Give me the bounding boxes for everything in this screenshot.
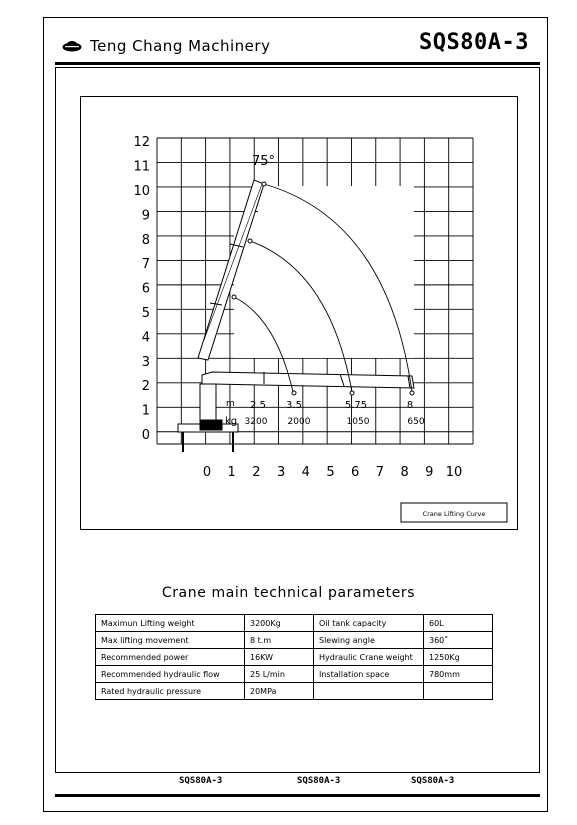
brand-name: Teng Chang Machinery [90, 37, 271, 55]
radius-label: 5.75 [344, 400, 368, 411]
footer-model: SQS80A-3 [179, 776, 223, 786]
y-tick-label: 5 [141, 306, 150, 321]
params-cell-label2 [314, 683, 424, 700]
params-cell-label: Rated hydraulic pressure [96, 683, 245, 700]
params-table [95, 614, 493, 700]
footer-models [0, 776, 577, 790]
crane-column [200, 384, 216, 422]
y-tick-label: 10 [133, 184, 150, 199]
x-tick-label: 2 [252, 465, 261, 480]
y-tick-label: 12 [133, 135, 150, 151]
params-cell-value: 8 t.m [245, 632, 314, 649]
y-tick-label: 8 [141, 232, 150, 248]
unit-kilograms: kg [225, 416, 238, 427]
params-row [96, 649, 493, 666]
radius-labels [250, 400, 413, 411]
curve-point [292, 391, 296, 395]
x-tick-label: 7 [375, 465, 385, 480]
load-labels [245, 417, 425, 427]
y-tick-label: 0 [141, 428, 150, 443]
x-tick-label: 9 [425, 465, 434, 480]
legend-label: Crane Lifting Curve [422, 510, 486, 518]
params-cell-label: Recommended power [96, 649, 245, 666]
y-tick-label: 3 [141, 354, 150, 370]
load-label: 1050 [346, 417, 370, 427]
x-tick-label: 6 [351, 465, 360, 480]
horizontal-boom [202, 372, 414, 388]
params-cell-value2: 780mm [424, 666, 493, 683]
load-label: 650 [407, 417, 425, 427]
footer-model: SQS80A-3 [297, 776, 341, 786]
angle-label: 75° [252, 154, 276, 169]
footer-rule [55, 794, 540, 797]
params-cell-value2 [424, 683, 493, 700]
curve-point [410, 391, 414, 395]
radius-label: 2.5 [250, 400, 266, 411]
params-cell-value: 25 L/min [245, 666, 314, 683]
y-tick-label: 2 [141, 379, 150, 395]
params-cell-label2: Oil tank capacity [314, 615, 424, 632]
y-tick-label: 4 [141, 330, 150, 346]
params-row [96, 666, 493, 683]
params-cell-value: 16KW [245, 649, 314, 666]
params-row [96, 683, 493, 700]
load-label: 3200 [244, 417, 268, 427]
slewing-unit [200, 420, 222, 430]
params-cell-label2: Hydraulic Crane weight [314, 649, 424, 666]
curve-point [350, 391, 354, 395]
chart-open-area [234, 212, 414, 358]
params-cell-value: 20MPa [245, 683, 314, 700]
y-tick-label: 1 [141, 403, 150, 419]
params-title: Crane main technical parameters [161, 585, 416, 601]
y-tick-label: 7 [141, 257, 150, 273]
y-tick-label: 9 [141, 208, 150, 224]
y-tick-label: 11 [133, 159, 150, 175]
params-cell-label2: Installation space [314, 666, 424, 683]
model-title: SQS80A-3 [419, 30, 529, 55]
params-row [96, 632, 493, 649]
params-cell-value2: 1250Kg [424, 649, 493, 666]
params-row [96, 615, 493, 632]
params-cell-label: Maximun Lifting weight [96, 615, 245, 632]
curve-point [248, 239, 252, 243]
radius-label: 8 [406, 400, 414, 411]
x-tick-label: 10 [445, 465, 463, 480]
unit-meters: m [226, 399, 235, 409]
params-cell-value2: 60L [424, 615, 493, 632]
x-tick-label: 3 [276, 465, 286, 480]
x-axis-ticks [203, 465, 462, 480]
chart-open-area [258, 186, 414, 216]
curve-point [232, 295, 236, 299]
params-cell-label: Recommended hydraulic flow [96, 666, 245, 683]
params-cell-value: 3200Kg [245, 615, 314, 632]
x-tick-label: 4 [301, 465, 310, 480]
radius-label: 3.5 [286, 400, 302, 411]
params-cell-label: Max lifting movement [96, 632, 245, 649]
params-cell-label2: Slewing angle [314, 632, 424, 649]
x-tick-label: 5 [326, 465, 335, 480]
x-tick-label: 0 [202, 465, 212, 480]
params-cell-value2: 360˚ [424, 632, 493, 649]
y-tick-label: 6 [141, 281, 150, 297]
footer-model: SQS80A-3 [411, 776, 455, 786]
y-axis-ticks [133, 135, 150, 443]
curve-point [262, 182, 266, 186]
x-tick-label: 1 [227, 465, 236, 480]
load-label: 2000 [287, 417, 311, 427]
x-tick-label: 8 [400, 465, 409, 480]
